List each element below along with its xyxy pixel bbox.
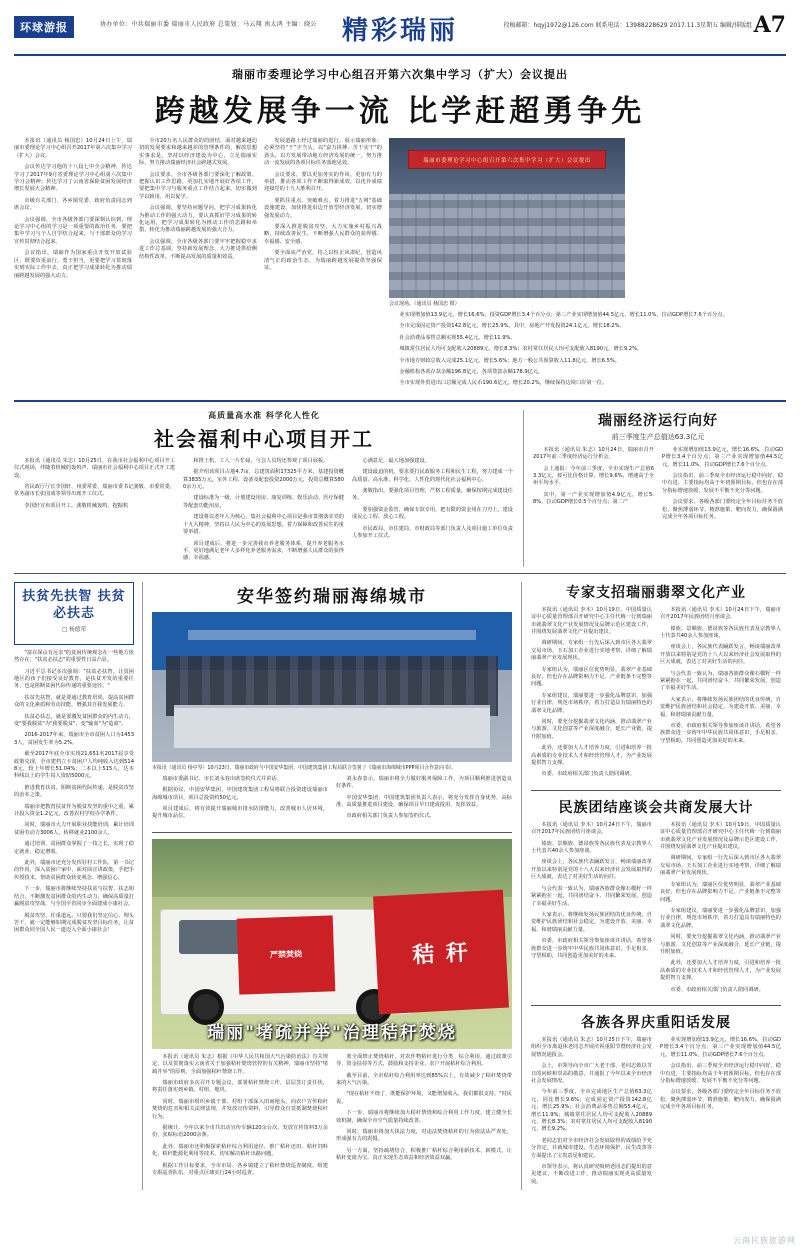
top-story-column-1: 本报讯（通讯员 杨国忠）10月24日上午，瑞丽市委理论学习中心组召开2017年第六次集中学习（扩大）会议。 会议传达学习他的十八届七中全会精神，传达学习了2017年9月省委理论学习中心组第六次集中学习会精神；传达学习了云南省保险贫困发展经济增长发展大会精神。 市级有关部门、各乡镇党委、政府负责同志列席会议。 会议强调，全市各级各部门要深刻认识到，理论学习中心组的学习是一项重要的政治任务，要把集中学习与个人自学结合起来，与干部群众的学习宣传贯彻结合起来。 会议指出，瑞丽作为国家重点开发开放试验区，既要负重前行、勇于担当，更要把学习贯彻落实到实际工作中去，真正把学习成果转化为推动瑞丽跨越发展的强大动力。 [14,138,132,279]
top-story [14,66,786,392]
jade-headline: 专家支招瑞丽翡翠文化产业 [566,584,746,601]
top-story-headline: 跨越发展争一流 比学赶超勇争先 [154,94,646,129]
top-story-kicker: 瑞丽市委理论学习中心组召开第六次集中学习（扩大）会议提出 [232,68,568,81]
commentary-body: "富在深山有远亲"的贫困传统观念在一些地方依然存在，"扶贫必扶志"的重要性日益凸显。 习近平总书记多次强调："扶贫必扶智。让贫困地区的孩子们接受良好教育，是扶贫开发的重要任务，也是阻断贫困代际传递的重要途径。" 扶贫先扶智，就是要通过教育培训，提高贫困群众的文化素质和劳动技能，增强其自我发展能力。 扶贫必扶志，就是要激发贫困群众的内生动力，变"要我脱贫"为"我要脱贫"，变"输血"为"造血"。 2016-2017年来，瑞丽市全市贫困人口为14533人，贫困发生率为5.2%。 截至2017年底全市实现21,651名2017届享受政策兑现，全市建档立卡贫困户人均纯收入达到5148元，较上年增长51.04%；二本以上515人，达本科线以上的学生每人资助5000元。 推进教育扶贫，阻断贫困代际传递，是脱贫攻坚的治本之策。 瑞丽市把教育扶贫作为脱贫攻坚的重中之重，累计投入资金1.2亿元，改善农村学校办学条件。 同时，瑞丽市大力开展职业技能培训，累计培训贫困劳动力3006人，转移就业2100余人。 通过培训，贫困群众掌握了一技之长，实现了稳定就业、稳定增收。 此外，瑞丽市还充分发挥驻村工作队、第一书记的作用，深入贫困户家中，面对面宣讲政策，手把手传授技术，帮助贫困群众转变观念、增强信心。 下一步，瑞丽市将继续坚持扶贫与扶智、扶志相结合，不断激发贫困群众的内生动力，确保高质量打赢脱贫攻坚战，与全国全省同步全面建成小康社会。 脱贫攻坚，任重道远。只要我们坚定信心、埋头苦干，就一定能够如期完成脱贫攻坚目标任务，让贫困群众同全国人民一道迈入全面小康社会！ [14,649,134,934]
commentary-box [14,582,134,645]
masthead-credits: 协办单位：中共瑞丽市委 瑞丽市人民政府 总策划：马云翔 南太鸿 主编：晓公 [100,21,317,28]
section-divider-2 [14,573,786,574]
economy-columns [533,447,783,526]
welfare-kicker: 高质量高水准 科学化人性化 [208,410,320,420]
unity-column-2: 本报讯（通讯员 李木）10月19日，中国质量认证中心质量管理部召开研究中心主任代梅一行到瑞丽市就翡翠文化产业发展情况及品牌示范区建设工作，并围绕发展翡翠文化产业提出建议。 调研期间，专家组一行先后深入到市区各大翡翠交易市场、玉石加工企业进行实地考察，详细了解瑞丽翡翠产业发展现状。 专家组认为，瑞丽区位优势明显，翡翠产业基础良好，但也存在品牌影响力不足、产业链条不完整等问题。 专家组建议，瑞丽要进一步强化品牌意识，加强行业自律，规范市场秩序，着力打造具有瑞丽特色的翡翠文化品牌。 同时，要充分挖掘翡翠文化内涵，推动翡翠产业与旅游、文化创意等产业深度融合，延长产业链，提升附加值。 此外，还要加大人才培养力度，引进和培养一批高素质的专业技术人才和经营管理人才，为产业发展提供智力支撑。 市委、市政府相关部门负责人陪同调研。 [660,821,781,993]
straw-banner: 秸 秆 [373,889,509,1014]
right-divider-2 [531,1005,781,1006]
welfare-columns [14,458,514,567]
straw-column-1: 本报讯（通讯员 朱志）根据《中华人民共和国大气污染防治法》有关规定，以及贯彻落实云南省关于加强秸秆焚烧管控的有关精神，瑞丽市坚持"堵疏并举"的原则，全面加强秸秆禁烧工作。 瑞丽市政府多次召开专题会议，部署秸秆禁烧工作，层层签订责任状，将责任落实到乡镇、村组、地块。 同时，瑞丽市组织乡镇干部、村组干部深入田间地头，向农户宣传秸秆焚烧的危害和相关法律法规，并发放宣传资料，引导群众自觉抵制焚烧秸秆行为。 据统计，今年以来全市共出动宣传车辆120余台次，发放宣传资料3万余份，张贴标语2000余条。 此外，瑞丽市还积极探索秸秆综合利用途径，推广秸秆还田、秸秆饲料化、秸秆能源化利用等技术，切实解决秸秆出路问题。 根据工作目标要求，全市市局、各乡镇建立了秸秆禁烧巡查制度，组建专职巡查队伍，对重点区域实行24小时巡查。 [152,1053,328,1177]
photo-sky [152,839,512,897]
welfare-headline: 社会福利中心项目开工 [154,426,374,451]
economy-subheadline: 前三季度生产总值达63.3亿元 [611,432,705,441]
festival-headline: 各族各界庆重阳话发展 [581,1014,731,1031]
top-story-photo-wrap [389,138,728,392]
sponge-column-2: 刘永春表示，瑞丽市将全力做好服务保障工作，为项目顺利推进创造良好条件。 中国安华集团、中国建筑集团负责人表示，将充分发挥自身优势，高标准、高质量推进项目建设，确保项目早日建成投用、发挥效益。 市政府相关部门负责人参加签约仪式。 [336,775,512,820]
sponge-column-1: 瑞丽市委副书记、市长刘永春出席签约仪式并讲话。 根据协议，中国安华集团、中国建筑集团工程局将联合投资建设瑞丽市海绵城市项目，项目总投资约50亿元。 项目建成后，将有效提升瑞丽城市排水防涝能力，改善城市人居环境，提升城市品位。 [152,775,328,820]
welfare-article [14,410,514,567]
commentary-title: 扶贫先扶智 扶贫必扶志 [22,588,126,621]
conference-photo-caption: 会议现场。（通讯员 杨国忠 摄） [389,301,460,307]
site-watermark: 云南民族旅游网 [733,1236,796,1245]
van-slogan-banner: 严禁焚烧 [237,915,336,994]
masthead [14,8,786,56]
section-title: 精彩瑞丽 [341,16,459,46]
economy-headline: 瑞丽经济运行向好 [598,412,718,429]
section-divider-1 [14,400,786,402]
conference-photo [389,138,625,298]
lower-section [14,582,786,1191]
straw-column-2: 墨全面禁止焚烧秸秆，对农作物秸秆进行分类、综合利用，通过政策引导、资金扶持等方式，鼓励和支持企业、农户开展秸秆综合利用。 截至目前，全市秸秆综合利用率达到85%以上，有效减少了秸秆焚烧带来的大气污染。 "现在秸秆不烧了，既能保护环境，又能增加收入，我们都很支持。"村民说。 下一步，瑞丽市将继续加大秸秆禁烧和综合利用工作力度，建立健全长效机制，确保全市空气质量持续改善。 同时，瑞丽市将加大执法力度，对违法焚烧秸秆的行为依法从严查处，形成强有力的震慑。 另一方面，坚持疏堵结合，积极推广秸秆综合利用新技术、新模式，让秸秆变废为宝，真正实现生态效益和经济效益双赢。 [336,1053,512,1162]
festival-column-2: 业实现增加值13.9亿元，增长16.6%，拉动GDP增长3.4个百分点；第三产业实现增加值44.5亿元，增长11.0%，拉动GDP增长7.6个百分点。 会议指出，前三季度全市经济运行稳中向好、稳中有进，主要指标均高于年初预期目标，但也存在部分指标增速放缓、发展不平衡不充分等问题。 会议要求，各级各部门要咬定全年目标任务不放松，聚焦薄弱环节，精准施策、靶向发力，确保圆满完成全年各项目标任务。 [660,1036,781,1111]
unity-columns [531,822,781,998]
signing-ceremony-photo [152,612,512,762]
publication-logo: 环球游报 [14,16,74,38]
festival-column-1: 本报讯（通讯员 朱志）10月25日下午，瑞丽市组织全市离退休老同志开展庆祝重阳节暨经济社会发展情况通报会。 会上，市领导向全市广大老干部、老同志致以节日的问候和崇高的敬意，并通报了今年以来全市经济社会发展情况。 今年前三季度，全市完成地区生产总值63.3亿元，同比增长9.6%；完成固定资产投资142.8亿元，增长25.9%；社会消费品零售总额55.4亿元，增长11.9%；城镇常住居民人均可支配收入20889元，增长8.3%；农村常住居民人均可支配收入8190元，增长9.2%。 老同志们对全市经济社会发展取得的成绩给予充分肯定，并就城市建设、生态环境保护、民生改善等方面提出了宝贵意见和建议。 市领导表示，将认真研究吸纳老同志们提出的意见建议，不断改进工作，推动瑞丽实现更高质量发展。 [531,1036,652,1185]
welfare-column-2: 和推土机、工人一片忙碌，与会人员均还参观了项目展板。 据介绍该项目占地4.7亩，总建筑面积17325平方米，基建投资概算3835万元，室外工程、设备及配套投资2000万元，投资总概算5800余万元。 建设标准为一级，计划建设用房、康复训练、娱乐活动、医疗保健等配套功能用房。 建设将以老年人为核心，集社会福利中心项目是我市贯彻落实党的十九大精神，坚持以人民为中心的发展思想，着力保障和改善民生的重要举措。 项目建成后，将进一步完善我市养老服务体系，提升养老服务水平，更好地满足老年人多样化养老服务需求，不断增强人民群众的获得感、幸福感。 [183,457,344,562]
top-story-column-2: 全市20万名人民群众的的团结、面对越来越迫切的发展要求和越来越差的管理条件的，解放思想实事求是，坚持以经济建设为中心，立足瑞丽实际，努力推动瑞丽经济社会跨越式发展。 会议要求，全市各级各部门要深化了解政策、把握认识工作思路，更加扎实地开展好各项工作，要把集中学习与服务重点工作结合起来，切实做到学以致用、用以促学。 会议强调，要坚持问题导向，把学习成果转化为推动工作的强大动力。要认真抓好学习成果的转化运用，把学习成果转化为推动工作的思路和举措，转化为推动瑞丽跨越发展的强大合力。 会议强调，全市各级各部门要牢牢把握稳中求进工作总基调，坚持新发展理念，大力推进供给侧结构性改革，不断提高发展的质量和效益。 [139,138,257,260]
top-story-column-3: 发展道路上经过瑞丽的进行，展示瑞丽形象；必须坚持“干”字当头，以"奋力拼搏、苦干实干"的劲头，以方发展带动地方经济发展的统一，努力推动一流发展的各项目标任务落地见效。 会议要求，要以更加务实的作风、更加有力的举措，推动各项工作不断取得新成效，以优异成绩迎接党的十九大胜利召开。 要抓住重点、突破难点，着力推进"五网"基础设施建设，加快推进沿边开放型经济发展，切实增强发展动力。 要深入推进脱贫攻坚，大力实施乡村振兴战略，持续改善民生，不断增强人民群众的获得感、幸福感、安全感。 要全面从严治党，持之以恒正风肃纪，营造风清气正的政治生态，为瑞丽跨越发展提供坚强保证。 [264,138,382,272]
jade-column-1: 本报讯（通讯员 李木）10月19日，中国质量认证中心质量管理部召开研究中心主任代梅一行到瑞丽市就翡翠文化产业发展情况及品牌示范区建设工作，并围绕发展翡翠文化产业提出建议。 调研期间，专家组一行先后深入到市区各大翡翠交易市场、玉石加工企业进行实地考察，详细了解瑞丽翡翠产业发展现状。 专家组认为，瑞丽区位优势明显，翡翠产业基础良好，但也存在品牌影响力不足、产业链条不完整等问题。 专家组建议，瑞丽要进一步强化品牌意识，加强行业自律，规范市场秩序，着力打造具有瑞丽特色的翡翠文化品牌。 同时，要充分挖掘翡翠文化内涵，推动翡翠产业与旅游、文化创意等产业深度融合，延长产业链，提升附加值。 此外，还要加大人才培养力度，引进和培养一批高素质的专业技术人才和经营管理人才，为产业发展提供智力支撑。 市委、市政府相关部门负责人陪同调研。 [531,606,652,778]
jade-columns [531,607,781,783]
photo-table [174,705,491,748]
sponge-caption: 本报讯（通讯员 杨亭琴）10月23日，瑞丽市政府与中国安华集团、中国建筑集团工程局联合签署了《瑞丽市海绵城市PPP项目合作意向书》。 [152,764,457,771]
audience-seating [389,194,625,298]
straw-overlay-headline: 瑞丽"堵疏并举"治理秸秆焚烧 [207,1022,457,1043]
economy-article [523,410,783,567]
economy-column-2: 业实现增加值13.9亿元，增长16.6%，拉动GDP增长3.4个百分点；第三产业实现增加值44.5亿元，增长11.0%，拉动GDP增长7.6个百分点。 会议指出，前三季度全市经济运行稳中向好、稳中有进，主要指标均高于年初预期目标，但也存在部分指标增速放缓、发展不平衡不充分等问题。 会议要求，各级各部门要咬定全年目标任务不放松，聚焦薄弱环节，精准施策、靶向发力，确保圆满完成全年各项目标任务。 [662,446,783,521]
welfare-column-1: 本报讯（通讯员 朱志）10月25日，在我市社会福利中心项目开工仪式现场，伴随着机械的轰鸣声，瑞丽市社会福利中心项目正式开工建设。 省民政厅厅长李国轩、州委常委、瑞丽市委书记龚敬、市委常委、常务副市长张国成等领导出席开工仪式。 李国轩宣布项目开工。龚敬机械轰鸣，挖掘机 [14,457,175,509]
masthead-contact-info: 投稿邮箱：hqyj1972@126.com 联系电话：13988228629 2017.11.3星期五 编辑/排版组 [503,22,752,29]
jade-column-2: 本报讯（通讯员 李木）10月24日下午，瑞丽市召开2017年民族团结月座谈会。 傣族、景颇族、德昂族等各民族代表及宗教界人士代表共40余人参加座谈。 座谈会上，各民族代表踊跃发言，畅谈瑞丽改革开放以来特别是党的十八大以来经济社会发展取得的巨大成就，表达了对美好生活的向往。 与会代表一致认为，瑞丽各族群众像石榴籽一样紧紧抱在一起，共同团结奋斗、共同繁荣发展，创造了幸福美好生活。 大家表示，将继续发扬民族团结的优良传统，自觉维护民族团结和社会稳定，为建设开放、美丽、幸福、和谐瑞丽贡献力量。 市委、市政府相关领导参加座谈并讲话，希望各族群众进一步铸牢中华民族共同体意识，手足相亲、守望相助，共同创造更加美好的未来。 [660,606,781,744]
sponge-headline: 安华签约瑞丽海绵城市 [237,586,427,607]
straw-burning-photo [152,839,512,1049]
unity-column-1: 本报讯（通讯员 李木）10月24日下午，瑞丽市召开2017年民族团结月座谈会。 傣族、景颇族、德昂族等各民族代表及宗教界人士代表共40余人参加座谈。 座谈会上，各民族代表踊跃发言，畅谈瑞丽改革开放以来特别是党的十八大以来经济社会发展取得的巨大成就，表达了对美好生活的向往。 与会代表一致认为，瑞丽各族群众像石榴籽一样紧紧抱在一起，共同团结奋斗、共同繁荣发展，创造了幸福美好生活。 大家表示，将继续发扬民族团结的优良传统，自觉维护民族团结和社会稳定，为建设开放、美丽、幸福、和谐瑞丽贡献力量。 市委、市政府相关领导参加座谈并讲话，希望各族群众进一步铸牢中华民族共同体意识，手足相亲、守望相助，共同创造更加美好的未来。 [531,821,652,959]
mid-section [14,410,786,567]
center-divider [152,832,512,833]
commentary-byline: □ 杨德荣 [62,626,86,633]
welfare-column-3: 心满意足，最大地加强建设。 建设最迫的机，要求要打民政服务工程和民生工程，努力建成一个高质量、高水准、科学化、人性化的现代化社会福利中心。 龚敬指出，要强化项目管理，严格工程质量，确保按期完成建设任务。 要加强资金监管，确保专款专用，把有限的资金用在刀刃上，建设成民心工程、放心工程。 市民政局、市住建局、市财政局等部门负责人及项目施工单位负责人参加开工仪式。 [352,457,513,540]
festival-columns [531,1037,781,1190]
economy-column-1: 本报讯（通讯员 朱志）10月24日，瑞丽市召开2017年前三季度经济运行分析会。 会上通报：今年前三季度，全市实现生产总值63.3亿元，按可比价格计算，增长9.6%，增速高于全州平均水平。 其中，第一产业实现增加值4.9亿元，增长5.8%，拉动GDP增长0.5个百分点；第二产 [533,446,654,506]
sponge-columns [152,776,512,825]
unity-headline: 民族团结座谈会共商发展大计 [558,799,754,816]
top-story-column-4: 业实现增加值13.9亿元，增长16.6%。投资GDP增长3.4个百分点；第三产业实现增加值44.5亿元，增长11.0%，拉动GDP增长7.6个百分点。 全市完成固定资产投资142.8亿元，增长25.9%。其中，房地产开发投资24.1亿元，增长18.2%。 社会消费品零售总额实现55.4亿元，增长11.9%。 城镇常住居民人均可支配收入20889元，增长8.3%；农村常住居民人均可支配收入8190元，增长9.2%。 全市地方财政总收入完成25.1亿元，增长5.6%；地方一般公共预算收入11.8亿元，增长6.5%。 金融机构各项存款余额196.8亿元，各项贷款余额178.9亿元。 全市实现外贸进出口总额完成人民币190.6亿元，增长20.2%，继续保持边境口岸第一位。 [399,312,728,387]
right-divider-1 [531,790,781,791]
commentary-article [14,582,143,1191]
center-articles [152,582,512,1191]
conference-banner-text: 瑞丽市委理论学习中心组召开第六次集中学习（扩大）会议提出 [408,150,606,169]
top-story-body [14,138,786,392]
straw-columns [152,1054,512,1182]
right-articles [521,582,781,1191]
page-number: A7 [753,12,786,38]
